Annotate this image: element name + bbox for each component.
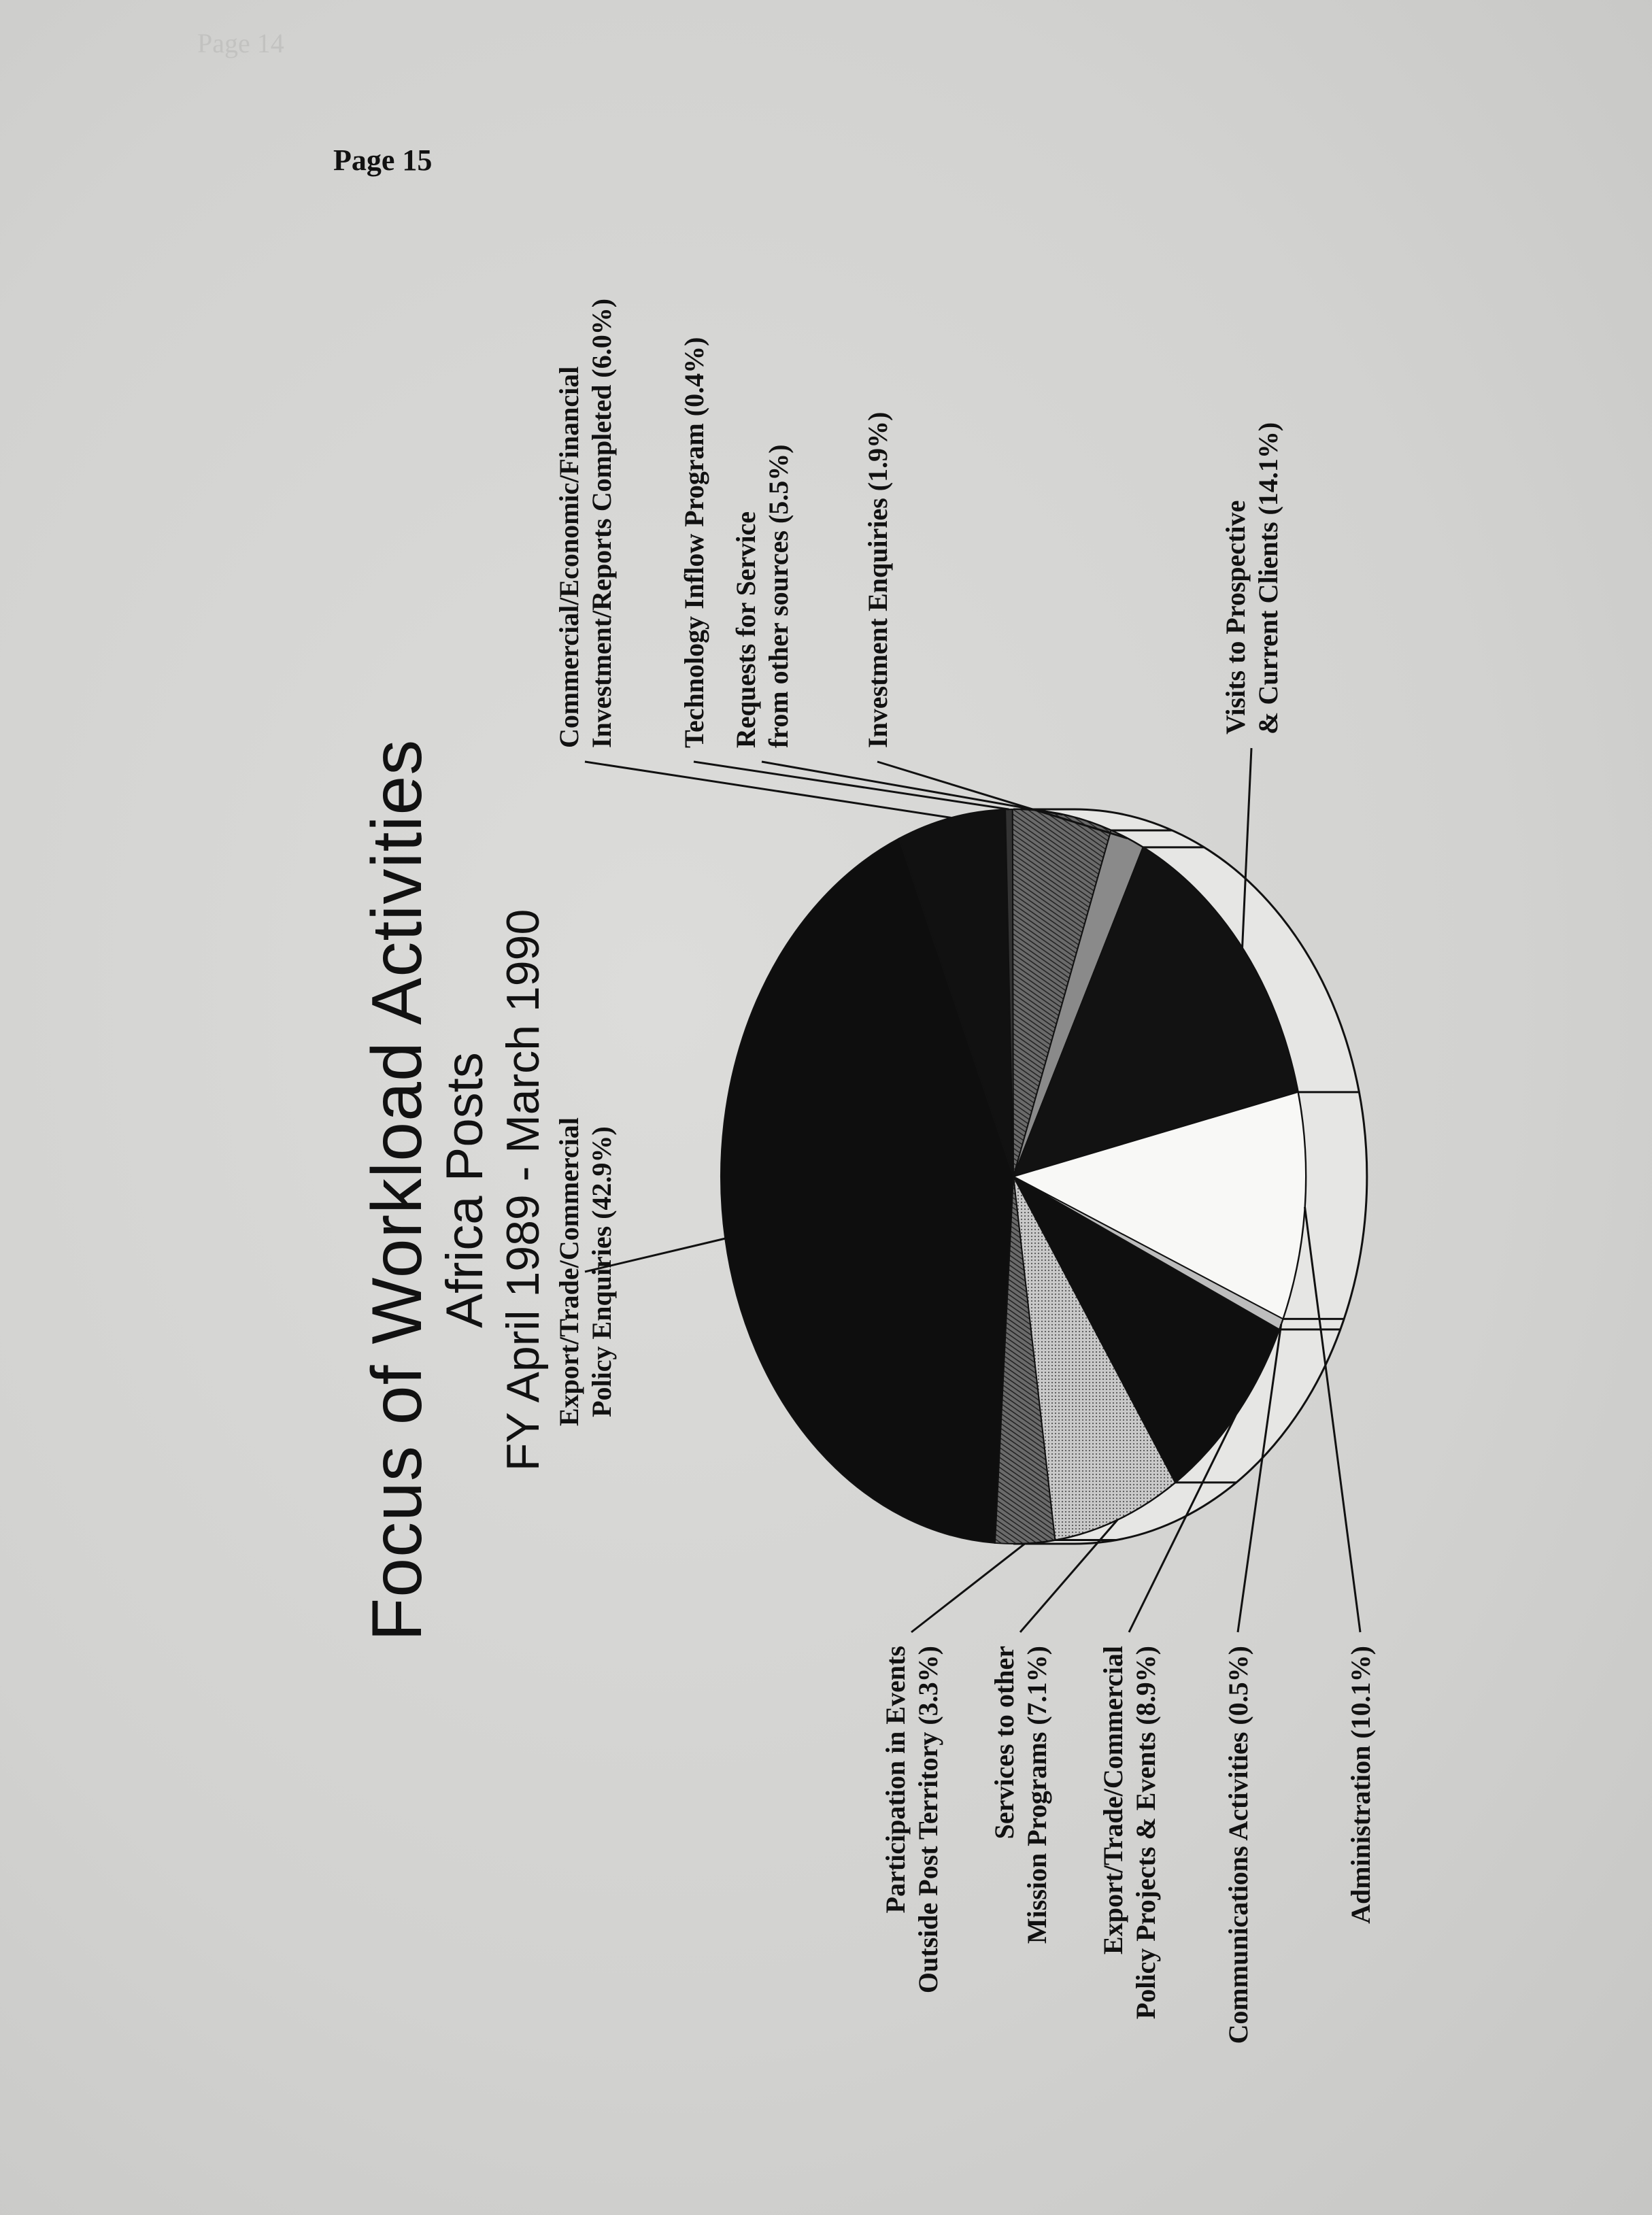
chart-subtitle-region: Africa Posts <box>436 1052 494 1328</box>
slice-label: Technology Inflow Program (0.4%) <box>679 337 709 748</box>
slice-label: Investment Enquiries (1.9%) <box>862 411 893 748</box>
slice-label: Investment/Reports Completed (6.0%) <box>586 298 617 748</box>
slice-label: Visits to Prospective <box>1220 500 1251 734</box>
slice-label: Commercial/Economic/Financial <box>554 366 584 748</box>
slice-label: Requests for Service <box>730 511 761 748</box>
slice-label: Outside Post Territory (3.3%) <box>913 1646 943 1994</box>
slice-label: & Current Clients (14.1%) <box>1253 422 1283 734</box>
slice-label: Policy Projects & Events (8.9%) <box>1130 1646 1161 2020</box>
slice-label: Export/Trade/Commercial <box>1098 1646 1128 1955</box>
leader-line <box>911 1544 1025 1632</box>
pie-chart <box>204 204 1530 2176</box>
rotated-chart-canvas <box>204 204 1530 2176</box>
slice-label: Administration (10.1%) <box>1345 1646 1376 1924</box>
slice-label: Participation in Events <box>880 1646 911 1914</box>
slice-label: Policy Enquiries (42.9%) <box>586 1126 617 1417</box>
leader-line <box>762 762 1062 815</box>
page-number: Page 15 <box>333 143 433 177</box>
slice-label: Communications Activities (0.5%) <box>1223 1646 1253 2044</box>
slice-label: Services to other <box>989 1646 1019 1840</box>
chart-title: Focus of Workload Activities <box>358 739 437 1642</box>
chart-subtitle-period: FY April 1989 - March 1990 <box>497 909 549 1472</box>
slice-label: Mission Programs (7.1%) <box>1022 1646 1052 1944</box>
slice-label: from other sources (5.5%) <box>763 444 794 748</box>
slice-label: Export/Trade/Commercial <box>554 1117 584 1426</box>
ghost-header-text: Page 14 <box>197 28 284 58</box>
leader-line <box>585 762 951 817</box>
